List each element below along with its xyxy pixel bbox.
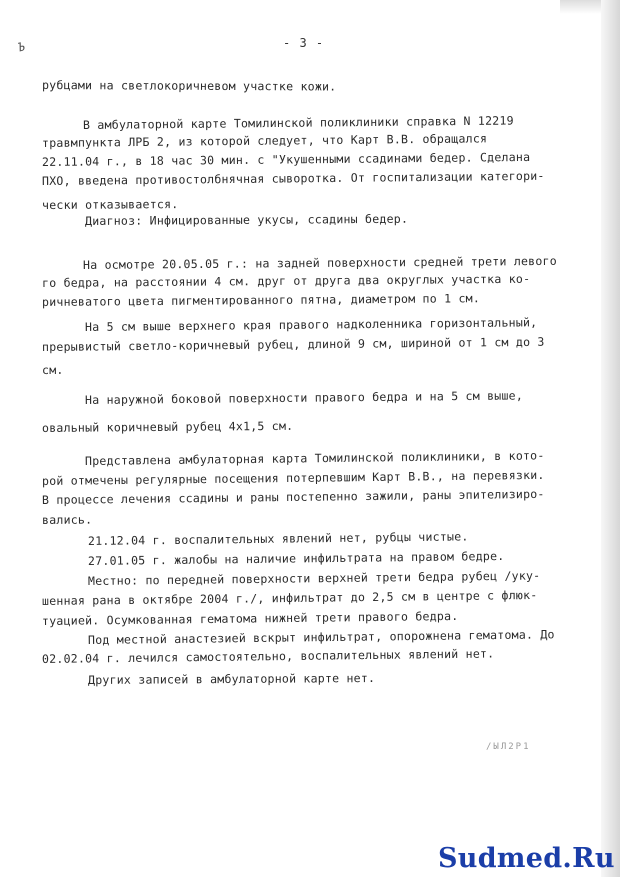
page-number: - 3 - [283,36,325,50]
text-line: В процессе лечения ссадины и раны постепенно зажили, раны эпителизиро- [41,486,545,507]
text-line: шенная рана в октябре 2004 г./, инфильтрат до 2,5 см в центре с флюк- [41,587,538,608]
text-line: туацией. Осумкованная гематома нижней трети правого бедра. [41,608,459,628]
text-line: Представлена амбулаторная карта Томилинской поликлиники, в кото- [84,448,545,468]
text-line: го бедра, на расстоянии 4 см. друг от друга два округлых участка ко- [41,271,531,290]
watermark-logo: Sudmed.Ru [438,843,615,874]
text-line: 21.12.04 г. воспалительных явлений нет, рубцы чистые. [87,529,469,548]
text-line: На осмотре 20.05.05 г.: на задней поверхности средней трети левого [82,253,557,272]
scan-smudge: /ЫЛ2Р1 [486,742,531,752]
text-line: травмпункта ЛРБ 2, из которой следует, что Карт В.В. обращался [41,131,488,150]
text-line: прерывистый светло-коричневый рубец, длиной 9 см, шириной от 1 см до 3 [41,334,545,354]
text-line: Местно: по передней поверхности верхней трети бедра рубец /уку- [87,568,541,588]
text-line: На 5 см выше верхнего края правого надколенника горизонтальный, [84,315,538,334]
text-line: Диагноз: Инфицированные укусы, ссадины бедер. [84,211,409,228]
text-line: 27.01.05 г. жалобы на наличие инфильтрата на правом бедре. [87,548,505,568]
text-line: Других записей в амбулаторной карте нет. [87,670,376,687]
text-line: см. [41,362,64,377]
text-line: рой отмечены регулярные посещения потерпевшим Карт В.В., на перевязки. [41,467,545,488]
text-line: ричневатого цвета пигментированного пятна, диаметром по 1 см. [41,291,481,309]
text-line: На наружной боковой поверхности правого бедра и на 5 см выше, [84,388,524,407]
corner-mark: Ъ [16,39,27,55]
text-line: Под местной анастезией вскрыт инфильтрат, опорожнена гематома. До [87,627,555,647]
text-line: 22.11.04 г., в 18 час 30 мин. с "Укушенными ссадинами бедер. Сделана [41,149,531,169]
text-line: В амбулаторной карте Томилинской поликлиники справка N 12219 [82,113,514,132]
text-line: ПХО, введена противостолбнячная сыворотка. От госпитализации категори- [41,168,545,188]
scan-shadow-edge [601,0,620,877]
text-line: вались. [41,512,93,527]
text-line: 02.02.04 г. лечился самостоятельно, воспалительных явлений нет. [41,646,495,666]
text-line: чески отказывается. [41,197,179,212]
text-line: овальный коричневый рубец 4х1,5 см. [41,418,294,435]
text-line: рубцами на светлокоричневом участке кожи. [41,78,337,94]
